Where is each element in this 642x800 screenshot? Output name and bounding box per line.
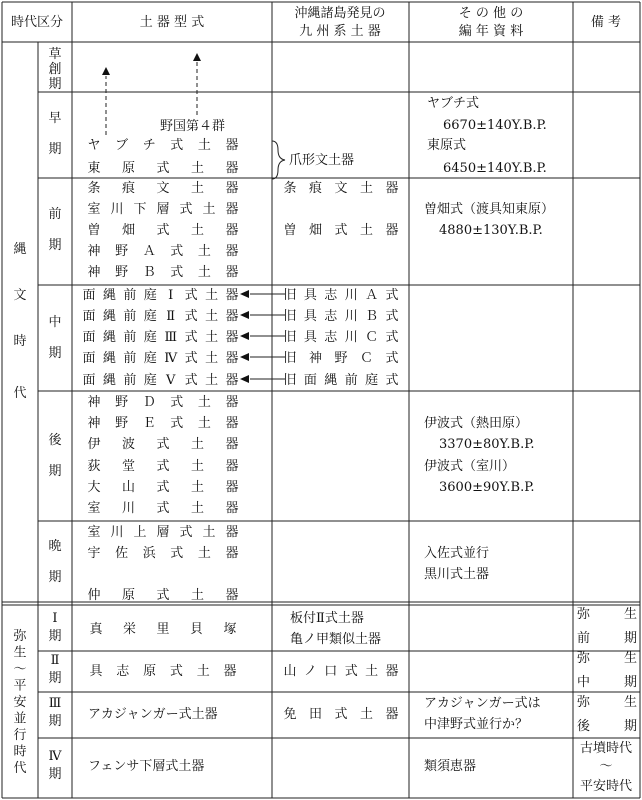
header-other-1: そ の 他 の [458,6,524,21]
other-koki-0: 伊波式（熱田原） [424,416,529,431]
header-kyushu-2: 九 州 系 土 器 [299,24,381,39]
header-pottery-type: 土 器 型 式 [139,15,205,30]
era-jomon-1: 文 [13,288,27,303]
subperiod-zenki-1: 期 [48,238,62,253]
remarks-p3-a0: 弥 [577,695,591,710]
remarks-p2-a0: 弥 [577,651,591,666]
remarks-p2-b0: 中 [577,675,591,690]
other-koki-2: 伊波式（室川） [424,459,516,474]
kyushu-p1-0: 板付Ⅱ式土器 [290,611,364,626]
pottery-koki-2: 伊波式土器 [87,437,239,452]
remarks-p1-a0: 弥 [577,607,591,622]
subperiod-chuki-1: 期 [48,346,62,361]
pottery-p4: フェンサ下層式土器 [88,759,205,774]
subperiod-soki-1: 期 [48,142,62,157]
chuki-arrow-head-2 [240,332,249,340]
header-kyushu-1: 沖縄諸島発見の [294,6,386,21]
subperiod-banki-1: 期 [48,570,62,585]
pottery-koki-0: 神野Ｄ式土器 [87,395,239,410]
table-text [11,5,637,794]
era-jomon-0: 縄 [13,242,27,257]
chuki-arrow-head-3 [240,353,249,361]
brace [272,141,285,179]
pottery-zenki-4: 神野Ｂ式土器 [87,265,239,280]
remarks-p1-a1: 生 [623,607,637,622]
other-koki-1: 3370±80Y.B.P. [439,437,535,452]
era-yayoi-4: 安 [13,695,27,710]
era-yayoi-8: 代 [13,761,27,776]
subperiod-p2-1: 期 [48,671,62,686]
other-p4: 類須恵器 [424,759,477,774]
era-yayoi-7: 時 [13,744,27,760]
pottery-koki-3: 荻堂式土器 [87,459,239,474]
subperiod-soso-1: 創 [48,62,62,77]
remarks-p1-b0: 前 [577,631,591,646]
era-yayoi-0: 弥 [13,629,27,644]
pottery-chuki-0: 面縄前庭Ⅰ式土器 [82,288,239,303]
kyushu-soki: 爪形文土器 [289,153,355,168]
pottery-soki-1: 東原式土器 [87,161,239,176]
pottery-zenki-0: 条痕文土器 [87,181,239,196]
origin-arrow-2-head [193,53,201,61]
kyushu-p1-1: 亀ノ甲類似土器 [290,632,382,647]
other-koki-3: 3600±90Y.B.P. [439,480,535,495]
other-zenki-1: 4880±130Y.B.P. [439,223,543,238]
pottery-p3: アカジャンガー式土器 [88,707,218,722]
era-yayoi-3: 平 [13,678,27,694]
pottery-chuki-3: 面縄前庭Ⅳ式土器 [82,351,239,366]
remarks-p2-a1: 生 [623,651,637,666]
era-yayoi-6: 行 [13,728,27,743]
remarks-p3-b1: 期 [623,719,637,734]
subperiod-p3-0: Ⅲ [48,696,62,711]
chuki-arrow-head-1 [240,311,249,319]
kyushu-chuki-0: 旧具志川Ａ式 [283,288,399,303]
other-soki-3: 6450±140Y.B.P. [443,161,547,176]
remarks-p4-1: 〜 [599,759,613,774]
remarks-p2-b1: 期 [623,675,637,690]
other-zenki-0: 曽畑式（渡具知東原） [424,202,555,217]
header-other-2: 編 年 資 料 [458,24,524,39]
subperiod-banki-0: 晩 [48,539,62,554]
other-banki-0: 入佐式並行 [424,546,490,561]
kyushu-p3: 免田式土器 [283,707,399,722]
pottery-banki-1: 宇佐浜式土器 [87,546,239,561]
pottery-koki-1: 神野Ｅ式土器 [87,416,239,431]
era-jomon-2: 時 [13,334,27,349]
era-yayoi-1: 生 [13,645,27,661]
subperiod-zenki-0: 前 [48,207,62,222]
kyushu-p2: 山ノ口式土器 [283,664,399,679]
kyushu-chuki-3: 旧神野Ｃ式 [283,351,399,366]
era-jomon-3: 代 [13,386,27,401]
subperiod-p4-0: Ⅳ [48,749,62,764]
pottery-noguni: 野国第４群 [160,119,226,134]
pottery-p2: 具志原式土器 [89,664,237,679]
subperiod-p1-1: 期 [48,629,62,644]
kyushu-zenki-1: 曽畑式土器 [283,223,399,238]
subperiod-p2-0: Ⅱ [50,653,60,668]
other-soki-0: ヤブチ式 [427,96,480,111]
header-remarks: 備 考 [590,15,622,30]
chuki-arrow-head-0 [240,290,249,298]
other-p3-1: 中津野式並行か？ [424,717,529,732]
subperiod-koki-1: 期 [48,464,62,479]
pottery-banki-0: 室川上層式土器 [87,525,239,540]
other-soki-1: 6670±140Y.B.P. [443,118,547,133]
pottery-koki-5: 室川式土器 [87,501,239,516]
pottery-zenki-3: 神野Ａ式土器 [87,244,239,259]
origin-arrow-1-head [102,67,110,75]
other-banki-1: 黒川式土器 [424,567,490,582]
chuki-arrow-head-4 [240,375,249,383]
subperiod-soso-0: 草 [48,47,62,62]
subperiod-chuki-0: 中 [48,315,62,330]
subperiod-p4-1: 期 [48,767,62,782]
remarks-p4-0: 古墳時代 [579,741,633,756]
kyushu-chuki-4: 旧面縄前庭式 [283,373,399,388]
remarks-p1-b1: 期 [623,631,637,646]
remarks-p4-2: 平安時代 [579,779,633,794]
other-p3-0: アカジャンガー式は [424,696,541,711]
subperiod-soki-0: 早 [48,111,62,126]
subperiod-p1-0: Ⅰ [52,611,58,626]
era-yayoi-5: 並 [13,711,27,727]
header-period-division: 時代区分 [10,15,64,30]
subperiod-soso-2: 期 [48,77,62,92]
pottery-chuki-2: 面縄前庭Ⅲ式土器 [82,330,239,345]
pottery-chuki-4: 面縄前庭Ⅴ式土器 [82,373,239,388]
pottery-zenki-2: 曽畑式土器 [87,223,239,238]
remarks-p3-b0: 後 [577,719,591,734]
remarks-p3-a1: 生 [623,695,637,710]
other-soki-2: 東原式 [427,138,467,153]
pottery-banki-2: 仲原式土器 [87,588,239,603]
era-yayoi-2: 〜 [13,662,27,677]
pottery-p1: 真栄里貝塚 [89,622,237,637]
subperiod-p3-1: 期 [48,714,62,729]
kyushu-zenki-0: 条痕文土器 [283,181,399,196]
kyushu-chuki-1: 旧具志川Ｂ式 [283,309,399,324]
pottery-chuki-1: 面縄前庭Ⅱ式土器 [82,309,239,324]
pottery-zenki-1: 室川下層式土器 [87,202,239,217]
subperiod-koki-0: 後 [48,433,62,448]
kyushu-chuki-2: 旧具志川Ｃ式 [283,330,399,345]
pottery-soki-0: ヤブチ式土器 [87,138,239,153]
pottery-koki-4: 大山式土器 [87,480,239,495]
